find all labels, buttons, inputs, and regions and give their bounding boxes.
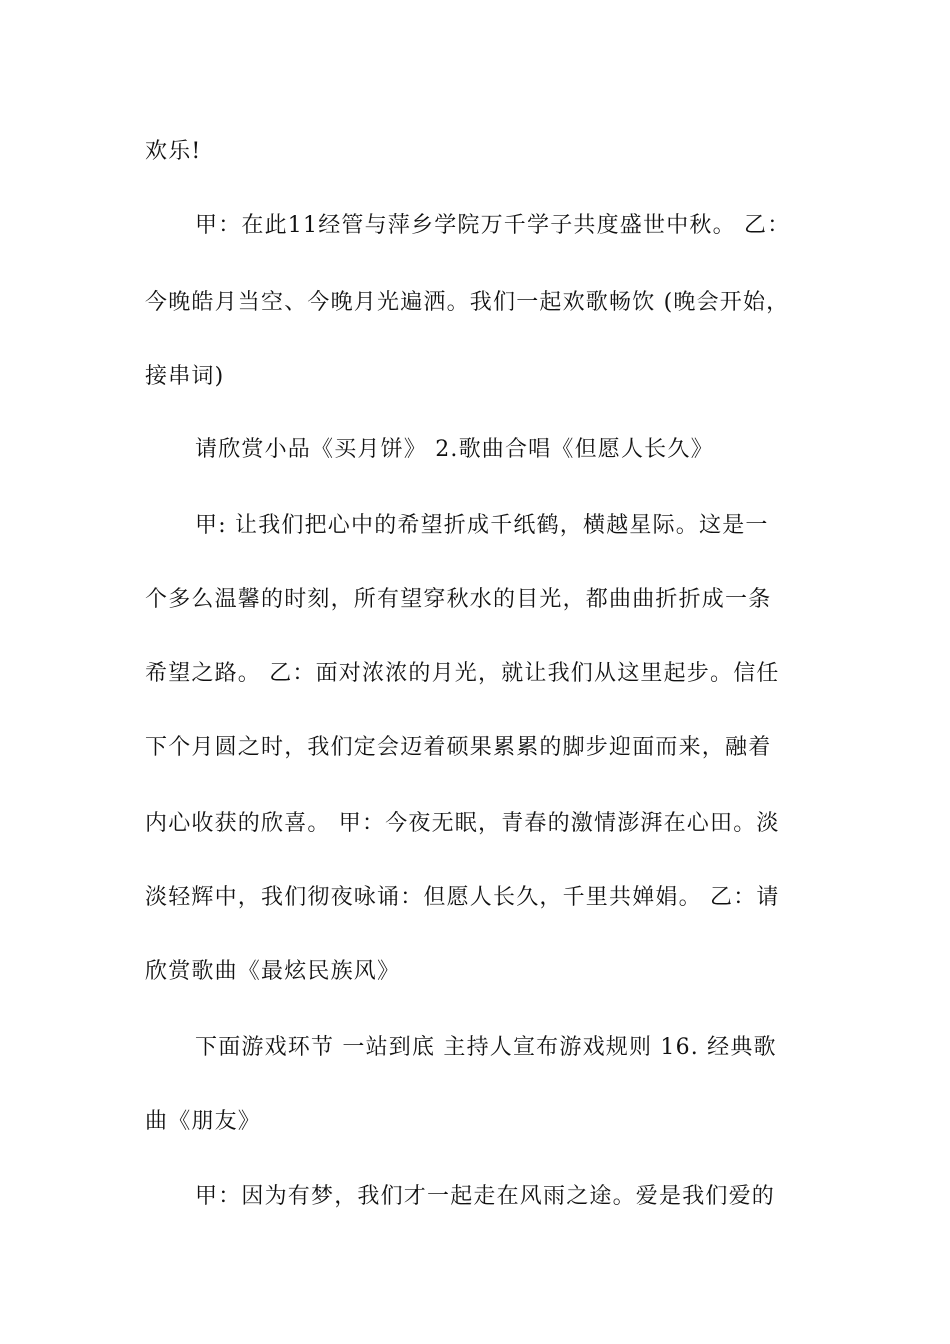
text-line-3: 今晚皓月当空、今晚月光遍洒。我们一起欢歌畅饮 (晚会开始， [145, 290, 790, 315]
text-line-9: 下个月圆之时，我们定会迈着硕果累累的脚步迎面而来，融着 [145, 735, 772, 760]
text-line-6: 甲: 让我们把心中的希望折成千纸鹤，横越星际。这是一 [195, 513, 769, 538]
text-line-1: 欢乐! [145, 139, 202, 164]
text-line-15: 甲：因为有梦，我们才一起走在风雨之途。爱是我们爱的 [195, 1184, 776, 1209]
text-line-14: 曲《朋友》 [145, 1109, 262, 1134]
text-line-2: 甲：在此11经管与萍乡学院万千学子共度盛世中秋。 乙： [195, 213, 791, 238]
text-line-4: 接串词) [145, 364, 225, 389]
text-line-11: 淡轻辉中，我们彻夜咏诵：但愿人长久，千里共婵娟。 乙：请 [145, 885, 780, 910]
text-line-13: 下面游戏环节 一站到底 主持人宣布游戏规则 16. 经典歌 [195, 1035, 777, 1060]
text-line-12: 欣赏歌曲《最炫民族风》 [145, 959, 401, 984]
text-line-5: 请欣赏小品《买月饼》 2.歌曲合唱《但愿人长久》 [195, 437, 714, 462]
text-line-7: 个多么温馨的时刻，所有望穿秋水的目光，都曲曲折折成一条 [145, 587, 772, 612]
text-line-8: 希望之路。 乙：面对浓浓的月光，就让我们从这里起步。信任 [145, 661, 780, 686]
text-line-10: 内心收获的欣喜。 甲：今夜无眠，青春的激情澎湃在心田。淡 [145, 811, 780, 836]
